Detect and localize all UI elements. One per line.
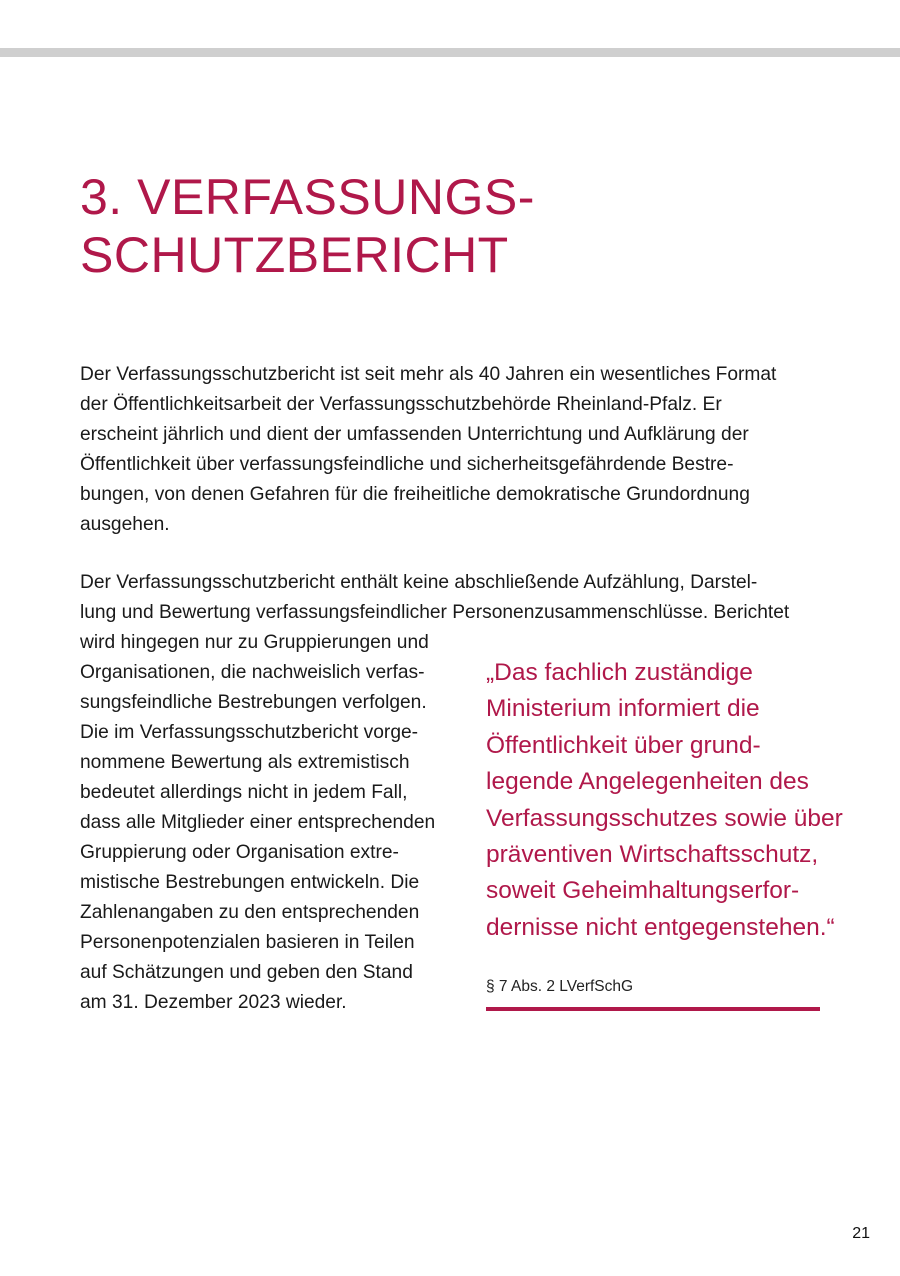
text-line: Zahlenangaben zu den entsprechenden (80, 902, 420, 923)
content-paragraph-full (80, 568, 789, 628)
quote-line: soweit Geheimhaltungserfor- (486, 877, 800, 905)
quote-line: Ministerium informiert die (486, 695, 760, 723)
text-line: Gruppierung oder Organisation extre- (80, 842, 399, 863)
text-line: Die im Verfassungsschutzbericht vorge- (80, 722, 419, 743)
text-line: Personenpotenzialen basieren in Teilen (80, 932, 415, 953)
page-number: 21 (852, 1225, 870, 1242)
text-line: ausgehen. (80, 514, 170, 535)
text-line: sungsfeindliche Bestrebungen verfolgen. (80, 692, 427, 713)
text-line: bedeutet allerdings nicht in jedem Fall, (80, 782, 408, 803)
text-line: bungen, von denen Gefahren für die freiheitliche demokratische Grundordnung (80, 484, 750, 505)
page-title-line: SCHUTZBERICHT (80, 227, 509, 283)
quote-line: präventiven Wirtschaftsschutz, (486, 841, 819, 869)
page-title-line: 3. VERFASSUNGS- (80, 169, 535, 225)
text-line: nommene Bewertung als extremistisch (80, 752, 410, 773)
text-line: auf Schätzungen und geben den Stand (80, 962, 413, 983)
text-line: mistische Bestrebungen entwickeln. Die (80, 872, 420, 893)
text-line: am 31. Dezember 2023 wieder. (80, 992, 347, 1013)
top-divider (0, 48, 900, 57)
text-line: dass alle Mitglieder einer entsprechenden (80, 812, 436, 833)
intro-paragraph (80, 360, 776, 540)
text-line: Öffentlichkeit über verfassungsfeindliche und sicherheitsgefährdende Bestre- (80, 454, 734, 475)
quote-line: legende Angelegenheiten des (486, 768, 809, 796)
quote-underline (486, 1007, 820, 1011)
page-title (80, 168, 840, 284)
pull-quote (486, 655, 843, 946)
quote-source: § 7 Abs. 2 LVerfSchG (486, 978, 634, 995)
text-line: der Öffentlichkeitsarbeit der Verfassungsschutzbehörde Rheinland-Pfalz. Er (80, 394, 722, 415)
text-line: wird hingegen nur zu Gruppierungen und (80, 632, 429, 653)
text-line: Der Verfassungsschutzbericht enthält keine abschließende Aufzählung, Darstel- (80, 572, 758, 593)
quote-line: dernisse nicht entgegenstehen.“ (486, 913, 835, 941)
text-line: lung und Bewertung verfassungsfeindlicher Personenzusammenschlüsse. Berichtet (80, 602, 790, 623)
text-line: erscheint jährlich und dient der umfassenden Unterrichtung und Aufklärung der (80, 424, 749, 445)
text-line: Der Verfassungsschutzbericht ist seit mehr als 40 Jahren ein wesentliches Format (80, 364, 777, 385)
quote-line: „Das fachlich zuständige (486, 659, 753, 686)
quote-line: Öffentlichkeit über grund- (486, 731, 761, 759)
content-paragraph-column (80, 628, 435, 1018)
text-line: Organisationen, die nachweislich verfas- (80, 662, 425, 683)
quote-line: Verfassungsschutzes sowie über (486, 804, 843, 832)
